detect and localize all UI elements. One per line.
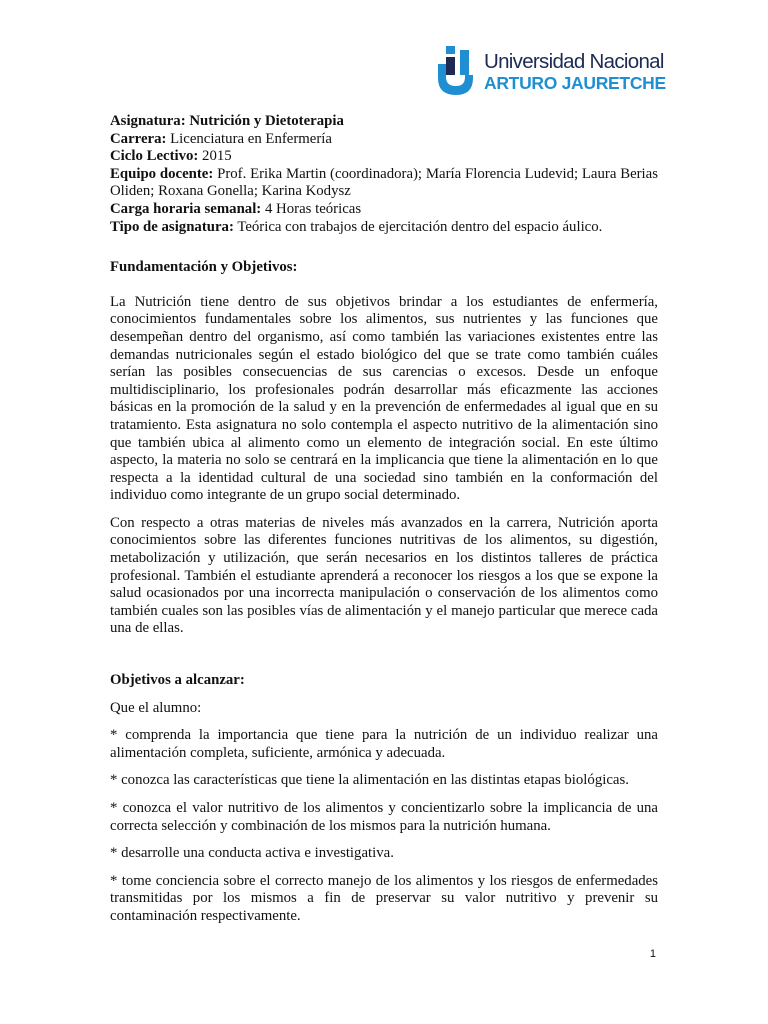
course-header [110, 113, 658, 236]
asignatura-label: Asignatura: [110, 113, 186, 129]
tipo-label: Tipo de asignatura: [110, 218, 234, 235]
carrera-value: Licenciatura en Enfermería [170, 130, 332, 147]
objetivos-heading: Objetivos a alcanzar: [110, 672, 245, 689]
fundamentacion-paragraph-1: La Nutrición tiene dentro de sus objetivos brindar a los estudiantes de enfermería, conocimientos fundamentales sobre los alimentos, sus nutrientes y las funciones que desempeñan dentro del organismo, así como también las variaciones existentes entre las demandas nutricionales según el estado biológico del que se trate como también cuáles serían las posibles consecuencias de sus carencias o excesos. Desde un enfoque multidisciplinario, los profesionales podrán desarrollar más eficazmente las acciones básicas en la promoción de la salud y en la prevención de enfermedades al igual que en su tratamiento. Esta asignatura no solo contempla el aspecto nutritivo de la alimentación sino que también ubica al alimento como un elemento de integración social. En este último aspecto, la materia no solo se centrará en la implicancia que tiene la alimentación en lo que respecta a la identidad cultural de una sociedad sino también en la conformación del individuo como integrante de un grupo social determinado. [110, 293, 658, 504]
equipo-line [110, 166, 658, 201]
carga-label: Carga horaria semanal: [110, 200, 262, 217]
carga-value: 4 Horas teóricas [264, 200, 362, 217]
ciclo-line [110, 148, 658, 166]
objetivo-item: * tome conciencia sobre el correcto manejo de los alimentos y los riesgos de enfermedades transmitidas por los mismos a fin de preservar su valor nutritivo y prevenir su contaminación respectivamente. [110, 872, 658, 924]
equipo-label: Equipo docente: [110, 165, 214, 182]
asignatura-line [110, 113, 658, 131]
document-body [110, 113, 658, 926]
ciclo-value: 2015 [202, 148, 232, 165]
tipo-value: Teórica con trabajos de ejercitación dentro del espacio áulico. [237, 218, 603, 235]
objetivo-item: * comprenda la importancia que tiene para la nutrición de un individuo realizar una alimentación completa, suficiente, armónica y adecuada. [110, 727, 658, 761]
objetivos-intro: Que el alumno: [110, 699, 202, 716]
objetivo-item: * desarrolle una conducta activa e investigativa. [110, 845, 394, 862]
carrera-label: Carrera: [110, 130, 167, 147]
logo-line-1: Universidad Nacional [484, 50, 664, 73]
tipo-line [110, 219, 658, 237]
objetivo-item: * conozca el valor nutritivo de los alimentos y concientizarlo sobre la implicancia de una correcta selección y combinación de los mismos para la nutrición humana. [110, 800, 658, 834]
university-logo-mark-icon [438, 46, 474, 96]
logo-line-2: ARTURO JAURETCHE [484, 73, 666, 93]
page-number: 1 [649, 948, 656, 960]
carrera-line [110, 131, 658, 149]
equipo-value: Prof. Erika Martin (coordinadora); María Florencia Ludevid; Laura Berias Oliden; Roxana Gonella; Karina Kodysz [110, 165, 658, 200]
ciclo-label: Ciclo Lectivo: [110, 148, 199, 165]
objetivo-item: * conozca las características que tiene la alimentación en las distintas etapas biológicas. [110, 772, 629, 789]
fundamentacion-heading: Fundamentación y Objetivos: [110, 259, 298, 276]
asignatura-value: Nutrición y Dietoterapia [189, 113, 344, 129]
fundamentacion-paragraph-2: Con respecto a otras materias de niveles más avanzados en la carrera, Nutrición aporta conocimientos sobre las diferentes funciones nutritivas de los alimentos, su digestión, metabolización y utilización, que serán necesarios en los distintos talleres de práctica profesional. También el estudiante aprenderá a reconocer los riesgos a los que se expone la salud ocasionados por una incorrecta manipulación o conservación de los alimentos como también cuales son las posibles vías de alimentación y el manejo particular que merece cada una de ellas. [110, 514, 658, 637]
university-logo [438, 46, 666, 96]
carga-line [110, 201, 658, 219]
